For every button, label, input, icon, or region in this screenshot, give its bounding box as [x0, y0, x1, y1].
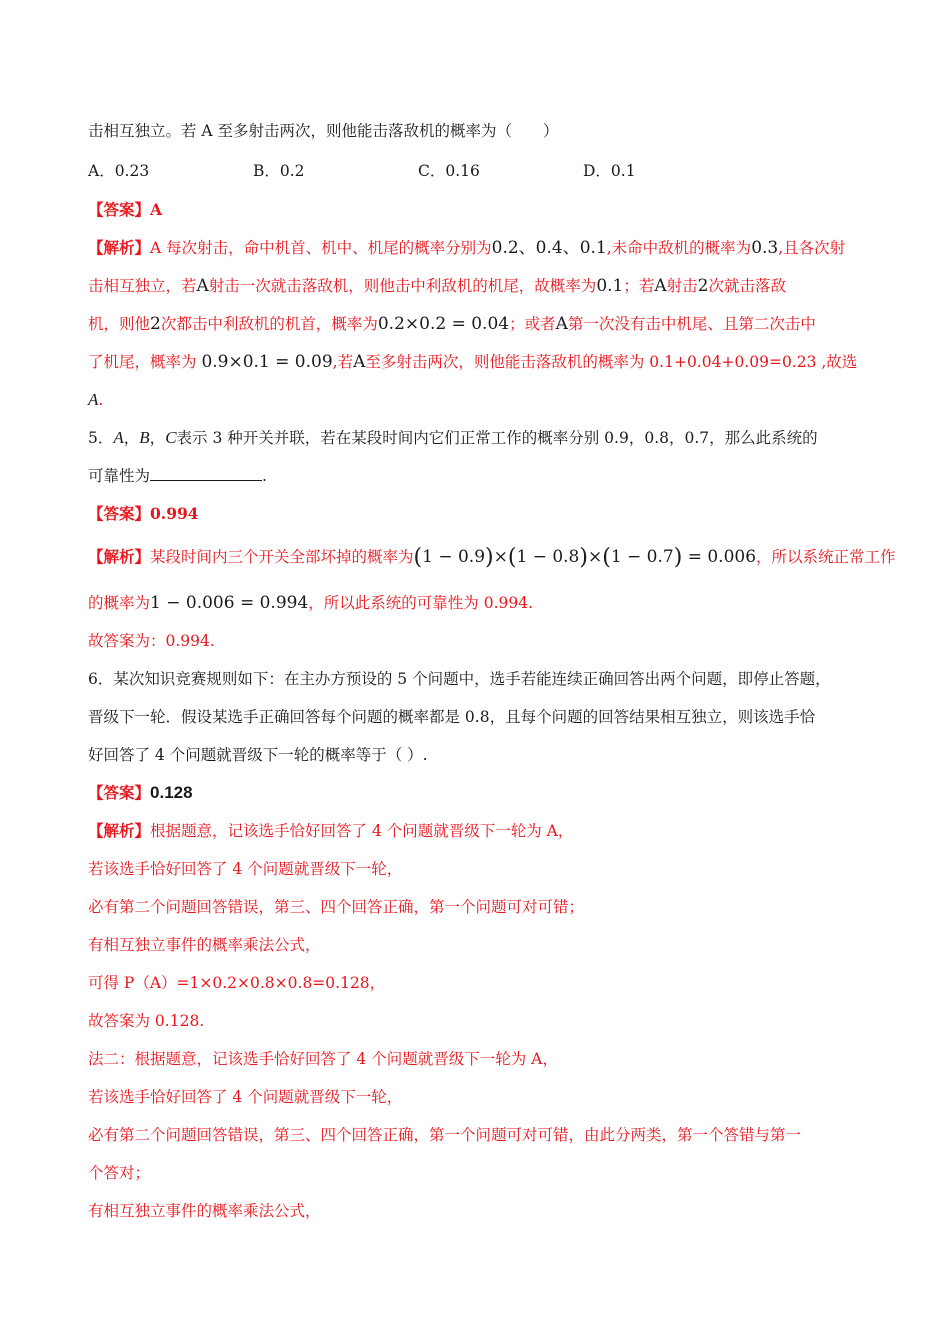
math: A: [88, 390, 99, 409]
text: 射击: [666, 277, 698, 295]
text: ,若: [332, 353, 354, 371]
text: .: [98, 391, 104, 409]
q5-stem-line-1: [88, 427, 890, 449]
q5-answer: [88, 503, 890, 525]
math: 1 − 0.006 = 0.994: [150, 593, 309, 613]
text: .: [262, 467, 267, 485]
q5-stem-line-2: [88, 465, 890, 487]
text: 至多射击两次，则他能击落敌机的概率为 0.1+0.04+0.09=0.23 ,故选: [365, 353, 858, 371]
math: (: [602, 545, 611, 570]
q6-analysis-line-3: 必有第二个问题回答错误，第三、四个回答正确，第一个问题可对可错；: [88, 898, 585, 916]
text: ，: [123, 429, 140, 447]
math: ): [485, 545, 494, 570]
q4-analysis-line-1: [88, 237, 890, 259]
text: ，: [149, 429, 166, 447]
math: (: [507, 545, 517, 570]
text: ；或者: [509, 315, 556, 333]
text: 击相互独立，若: [88, 277, 197, 295]
math: A: [196, 276, 209, 296]
math: ): [673, 545, 683, 570]
q4-analysis-line-2: [88, 275, 890, 297]
q4-option-d: D．0.1: [583, 162, 636, 180]
math: 1 − 0.9: [422, 547, 486, 567]
math: 0.1: [596, 276, 624, 296]
q6-analysis-line-6: 故答案为 0.128.: [88, 1012, 205, 1030]
text: ，所以系统正常工作: [756, 548, 896, 566]
text: ；若: [623, 277, 655, 295]
q4-analysis-line-4: [88, 351, 890, 373]
q5-analysis-line-1: [88, 545, 896, 570]
q6-stem-line-1: 6．某次知识竞赛规则如下：在主办方预设的 5 个问题中，选手若能连续正确回答出两个问题，即停止答题，: [88, 670, 831, 688]
q6-analysis-line-9: 必有第二个问题回答错误，第三、四个回答正确，第一个问题可对可错，由此分两类，第一个答错与第一: [88, 1126, 802, 1144]
answer-tag: 【答案】: [88, 504, 151, 523]
q4-option-b: B．0.2: [253, 162, 305, 180]
q6-analysis-line-8: 若该选手恰好回答了 4 个问题就晋级下一轮，: [88, 1088, 403, 1106]
q6-analysis-line-1: [88, 820, 890, 842]
math: C: [165, 428, 177, 447]
math: ×: [587, 547, 603, 567]
text: 机，则他: [88, 315, 151, 333]
math: (: [413, 545, 423, 570]
q6-analysis-line-4: 有相互独立事件的概率乘法公式，: [88, 936, 321, 954]
text: 根据题意，记该选手恰好回答了 4 个问题就晋级下一轮为 A，: [150, 822, 574, 840]
answer-value: A: [150, 200, 163, 219]
math: 1 − 0.7: [610, 547, 674, 567]
math: A: [654, 276, 667, 296]
q4-option-c: C．0.16: [418, 162, 480, 180]
q6-analysis-line-10: 个答对；: [88, 1164, 151, 1182]
analysis-tag: 【解析】: [88, 238, 151, 257]
answer-value: 0.128: [150, 783, 193, 802]
math: 0.2×0.2 = 0.04: [377, 314, 510, 334]
q6-analysis-line-7: 法二：根据题意，记该选手恰好回答了 4 个问题就晋级下一轮为 A，: [88, 1050, 558, 1068]
text: A 每次射击，命中机首、机中、机尾的概率分别为: [150, 239, 492, 257]
q5-final-answer: 故答案为：0.994.: [88, 632, 215, 650]
q6-stem-line-2: 晋级下一轮．假设某选手正确回答每个问题的概率都是 0.8，且每个问题的回答结果相互独立，则该选手恰: [88, 708, 816, 726]
math: = 0.006: [682, 547, 757, 567]
math: ×: [493, 547, 508, 567]
math: 0.9×0.1 = 0.09: [201, 352, 333, 372]
q6-answer: [88, 782, 890, 804]
text: 可靠性为: [88, 467, 151, 485]
text: 了机尾，概率为: [88, 353, 202, 371]
math: A: [353, 352, 366, 372]
q4-stem-tail: 击相互独立。若 A 至多射击两次，则他能击落敌机的概率为（ ）: [88, 122, 559, 140]
math: 0.2、0.4、0.1: [491, 238, 607, 258]
analysis-tag: 【解析】: [88, 547, 151, 566]
q4-option-a: A．0.23: [88, 162, 150, 180]
math: 0.3: [751, 238, 779, 258]
math: 1 − 0.8: [516, 547, 580, 567]
answer-value: 0.994: [150, 504, 199, 523]
q6-analysis-line-11: 有相互独立事件的概率乘法公式，: [88, 1202, 321, 1220]
math: 2: [697, 276, 709, 296]
math: B: [139, 428, 150, 447]
text: 表示 3 种开关并联，若在某段时间内它们正常工作的概率分别 0.9，0.8，0.7，那么此系统的: [176, 429, 818, 447]
q6-stem-line-3: 好回答了 4 个问题就晋级下一轮的概率等于（ ）.: [88, 746, 428, 764]
text: 的概率为: [88, 594, 151, 612]
answer-tag: 【答案】: [88, 200, 151, 219]
answer-blank: [150, 466, 262, 481]
q4-analysis-line-3: [88, 313, 890, 335]
q4-analysis-line-5: [88, 389, 890, 411]
text: 某段时间内三个开关全部坏掉的概率为: [150, 548, 414, 566]
math: A: [555, 314, 568, 334]
math: 2: [150, 314, 161, 334]
answer-tag: 【答案】: [88, 783, 151, 802]
q4-answer: [88, 199, 890, 221]
q6-analysis-line-2: 若该选手恰好回答了 4 个问题就晋级下一轮，: [88, 860, 403, 878]
q6-analysis-line-5: 可得 P（A）=1×0.2×0.8×0.8=0.128，: [88, 974, 386, 992]
question-number: 5．: [88, 429, 114, 447]
math: A: [113, 428, 124, 447]
text: ,且各次射: [778, 239, 846, 257]
text: 次都击中利敌机的机首，概率为: [160, 315, 378, 333]
text: ，所以此系统的可靠性为 0.994.: [308, 594, 534, 612]
q4-options: [88, 160, 890, 182]
q5-analysis-line-2: [88, 592, 890, 614]
text: 第一次没有击中机尾、且第二次击中: [567, 315, 816, 333]
text: ,未命中敌机的概率为: [606, 239, 752, 257]
analysis-tag: 【解析】: [88, 821, 151, 840]
math: ): [579, 545, 588, 570]
text: 次就击落敌: [708, 277, 787, 295]
text: 射击一次就击落敌机，则他击中利敌机的机尾，故概率为: [208, 277, 597, 295]
